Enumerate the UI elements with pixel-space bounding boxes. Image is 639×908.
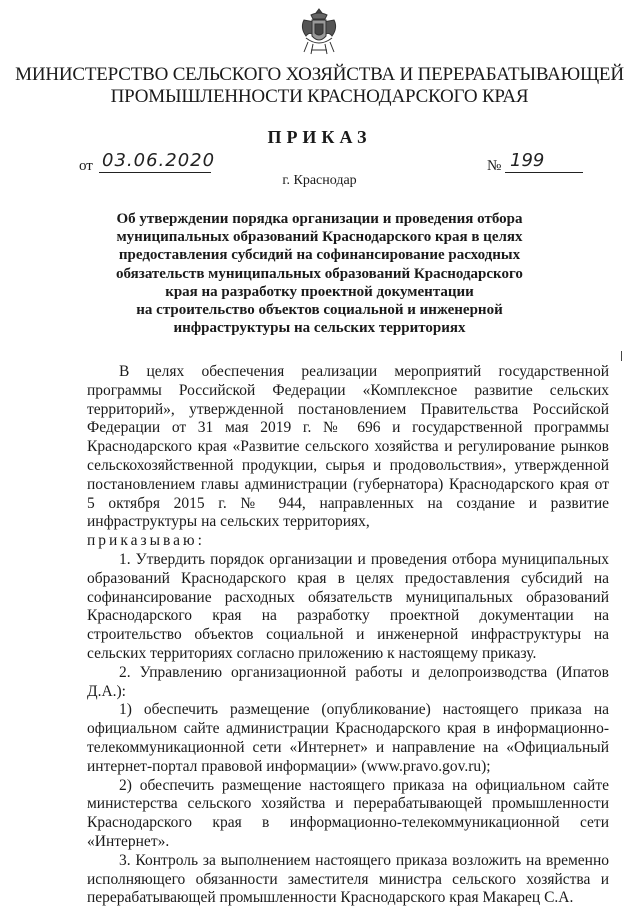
city: г. Краснодар — [282, 173, 357, 188]
title-line-7: инфраструктуры на сельских территориях — [173, 320, 466, 337]
document-type: ПРИКАЗ — [267, 127, 372, 147]
ministry-line-1: МИНИСТЕРСТВО СЕЛЬСКОГО ХОЗЯЙСТВА И ПЕРЕРАБАТЫВАЮЩЕЙ — [15, 64, 624, 85]
title-line-2: муниципальных образований Краснодарского края в целях — [116, 229, 523, 246]
margin-mark — [621, 351, 625, 361]
intro-paragraph: В целях обеспечения реализации мероприятий государственной программы Российской Федерации «Комплексное развитие сельских территорий», утвержденной постановлением Правительства Российской Федерации от 31 мая 2019 г. № 696 и государственной программы Краснодарского края «Развитие сельского хозяйства и регулирование рынков сельскохозяйственной продукции, сырья и продовольствия», утвержденной постановлением главы администрации (губернатора) Краснодарского края от 5 октября 2015 г. № 944, направленных на создание и развитие инфраструктуры на сельских территориях, — [87, 363, 609, 531]
date-value: 03.06.2020 — [102, 150, 216, 171]
coat-of-arms-emblem — [296, 6, 342, 58]
title-line-6: на строительство объектов социальной и инженерной — [136, 302, 503, 319]
order-word — [87, 532, 609, 551]
title-line-4: обязательств муниципальных образований Краснодарского — [116, 265, 523, 282]
item-2-1: 1) обеспечить размещение (опубликование) настоящего приказа на официальном сайте администрации Краснодарского края в информационно-телекоммуникационной сети «Интернет» и направление на «Официальный интернет-портал правовой информации» (www.pravo.gov.ru); — [87, 701, 609, 775]
title-line-1: Об утверждении порядка организации и проведения отбора — [116, 211, 523, 227]
ministry-line-2: ПРОМЫШЛЕННОСТИ КРАСНОДАРСКОГО КРАЯ — [110, 86, 529, 107]
item-1: 1. Утвердить порядок организации и проведения отбора муниципальных образований Краснодарского края в целях предоставления субсидий на софинансирование расходных обязательств муниципальных образований Краснодарского края на разработку проектной документации на строительство объектов социальной и инженерной инфраструктуры на сельских территориях согласно приложению к настоящему приказу. — [87, 550, 609, 662]
ministry-name — [0, 64, 639, 108]
number-label: № — [487, 158, 502, 174]
item-3: 3. Контроль за выполнением настоящего приказа возложить на временно исполняющего обязанности заместителя министра сельского хозяйства и перерабатывающей промышленности Краснодарского края Макарец С.А. — [87, 851, 609, 907]
title-line-3: предоставления субсидий на софинансирование расходных — [118, 247, 521, 264]
item-2: 2. Управлению организационной работы и делопроизводства (Ипатов Д.А.): — [87, 663, 609, 700]
date-label: от — [79, 158, 93, 174]
order-title — [0, 210, 639, 337]
order-word-text: приказываю: — [87, 532, 205, 550]
item-2-2: 2) обеспечить размещение настоящего приказа на официальном сайте министерства сельского хозяйства и перерабатывающей промышленности Краснодарского края в информационно-телекоммуникационной сети «Интернет». — [87, 776, 609, 850]
order-body — [87, 363, 609, 908]
title-line-5: края на разработку проектной документации — [165, 283, 474, 300]
number-value: 199 — [510, 150, 545, 171]
